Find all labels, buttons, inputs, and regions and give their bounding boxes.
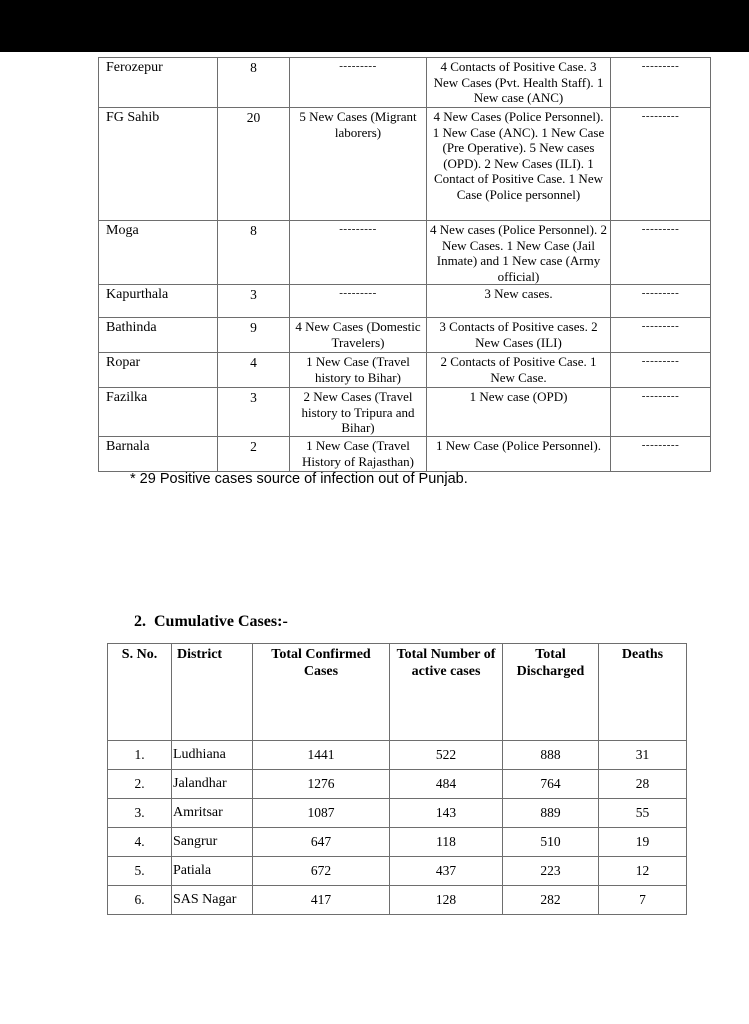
details-cell: 4 New Cases (Police Personnel). 1 New Case (ANC). 1 New Case (Pre Operative). 5 New cases (OPD). 2 New Cases (ILI). 1 Contact of Positive Case. 1 New Case (Police personnel) xyxy=(427,108,611,221)
count-cell: 2 xyxy=(218,437,290,472)
table-row xyxy=(99,388,711,437)
district-cell: SAS Nagar xyxy=(172,886,253,915)
sno-cell: 1. xyxy=(108,741,172,770)
count-cell: 8 xyxy=(218,58,290,108)
cumulative-cases-body xyxy=(108,741,687,915)
table-row xyxy=(99,285,711,318)
district-cell: Barnala xyxy=(99,437,218,472)
count-cell: 4 xyxy=(218,353,290,388)
deaths-cell: 55 xyxy=(599,799,687,828)
table-row xyxy=(99,353,711,388)
section-title: 2. Cumulative Cases:- xyxy=(134,613,288,630)
details-cell: 3 Contacts of Positive cases. 2 New Cases (ILI) xyxy=(427,318,611,353)
table-row xyxy=(108,799,687,828)
district-cell: Jalandhar xyxy=(172,770,253,799)
header-district: District xyxy=(172,644,253,741)
deaths-cell: 28 xyxy=(599,770,687,799)
source-cell: 5 New Cases (Migrant laborers) xyxy=(290,108,427,221)
discharged-cell: 282 xyxy=(503,886,599,915)
deaths-cell: 12 xyxy=(599,857,687,886)
district-cell: Amritsar xyxy=(172,799,253,828)
district-cell: Moga xyxy=(99,221,218,285)
footnote: * 29 Positive cases source of infection out of Punjab. xyxy=(130,471,468,487)
remarks-cell: --------- xyxy=(611,437,711,472)
details-cell: 4 New cases (Police Personnel). 2 New Cases. 1 New Case (Jail Inmate) and 1 New case (Army official) xyxy=(427,221,611,285)
source-cell: 4 New Cases (Domestic Travelers) xyxy=(290,318,427,353)
sno-cell: 6. xyxy=(108,886,172,915)
district-cell: FG Sahib xyxy=(99,108,218,221)
active-cell: 118 xyxy=(390,828,503,857)
remarks-cell: --------- xyxy=(611,221,711,285)
header-discharged: Total Discharged xyxy=(503,644,599,741)
district-cell: Ferozepur xyxy=(99,58,218,108)
table-row xyxy=(108,857,687,886)
sno-cell: 2. xyxy=(108,770,172,799)
district-cell: Bathinda xyxy=(99,318,218,353)
discharged-cell: 889 xyxy=(503,799,599,828)
table-row xyxy=(108,770,687,799)
top-black-bar xyxy=(0,0,749,52)
discharged-cell: 510 xyxy=(503,828,599,857)
district-cell: Patiala xyxy=(172,857,253,886)
deaths-cell: 31 xyxy=(599,741,687,770)
source-cell: --------- xyxy=(290,221,427,285)
active-cell: 128 xyxy=(390,886,503,915)
header-confirmed: Total Confirmed Cases xyxy=(253,644,390,741)
confirmed-cell: 647 xyxy=(253,828,390,857)
table-row xyxy=(99,318,711,353)
header-active: Total Number of active cases xyxy=(390,644,503,741)
source-cell: 2 New Cases (Travel history to Tripura and Bihar) xyxy=(290,388,427,437)
confirmed-cell: 1087 xyxy=(253,799,390,828)
count-cell: 3 xyxy=(218,388,290,437)
district-cases-table xyxy=(98,57,711,472)
table-row xyxy=(99,221,711,285)
confirmed-cell: 672 xyxy=(253,857,390,886)
table-row xyxy=(108,741,687,770)
sno-cell: 3. xyxy=(108,799,172,828)
remarks-cell: --------- xyxy=(611,58,711,108)
remarks-cell: --------- xyxy=(611,285,711,318)
district-cell: Ludhiana xyxy=(172,741,253,770)
table-row xyxy=(108,886,687,915)
details-cell: 1 New case (OPD) xyxy=(427,388,611,437)
district-cell: Kapurthala xyxy=(99,285,218,318)
confirmed-cell: 417 xyxy=(253,886,390,915)
details-cell: 1 New Case (Police Personnel). xyxy=(427,437,611,472)
table-row xyxy=(108,828,687,857)
active-cell: 484 xyxy=(390,770,503,799)
active-cell: 143 xyxy=(390,799,503,828)
district-cell: Ropar xyxy=(99,353,218,388)
remarks-cell: --------- xyxy=(611,388,711,437)
district-cases-body xyxy=(99,58,711,472)
details-cell: 4 Contacts of Positive Case. 3 New Cases (Pvt. Health Staff). 1 New case (ANC) xyxy=(427,58,611,108)
deaths-cell: 19 xyxy=(599,828,687,857)
deaths-cell: 7 xyxy=(599,886,687,915)
source-cell: --------- xyxy=(290,285,427,318)
count-cell: 9 xyxy=(218,318,290,353)
remarks-cell: --------- xyxy=(611,108,711,221)
count-cell: 8 xyxy=(218,221,290,285)
remarks-cell: --------- xyxy=(611,353,711,388)
confirmed-cell: 1441 xyxy=(253,741,390,770)
cumulative-cases-table xyxy=(107,643,687,915)
details-cell: 3 New cases. xyxy=(427,285,611,318)
header-sno: S. No. xyxy=(108,644,172,741)
district-cell: Fazilka xyxy=(99,388,218,437)
table-row xyxy=(99,58,711,108)
discharged-cell: 764 xyxy=(503,770,599,799)
header-deaths: Deaths xyxy=(599,644,687,741)
sno-cell: 4. xyxy=(108,828,172,857)
district-cell: Sangrur xyxy=(172,828,253,857)
details-cell: 2 Contacts of Positive Case. 1 New Case. xyxy=(427,353,611,388)
active-cell: 522 xyxy=(390,741,503,770)
confirmed-cell: 1276 xyxy=(253,770,390,799)
sno-cell: 5. xyxy=(108,857,172,886)
discharged-cell: 223 xyxy=(503,857,599,886)
source-cell: --------- xyxy=(290,58,427,108)
remarks-cell: --------- xyxy=(611,318,711,353)
discharged-cell: 888 xyxy=(503,741,599,770)
active-cell: 437 xyxy=(390,857,503,886)
table-row xyxy=(99,108,711,221)
table-row xyxy=(99,437,711,472)
source-cell: 1 New Case (Travel history to Bihar) xyxy=(290,353,427,388)
count-cell: 20 xyxy=(218,108,290,221)
count-cell: 3 xyxy=(218,285,290,318)
source-cell: 1 New Case (Travel History of Rajasthan) xyxy=(290,437,427,472)
header-row xyxy=(108,644,687,741)
